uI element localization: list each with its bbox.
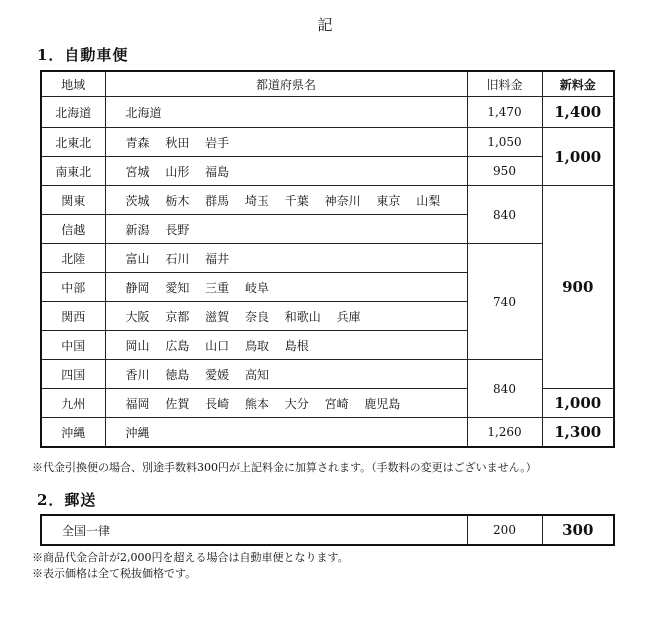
new-fee-cell: 1,300 — [542, 418, 614, 448]
table-row — [41, 128, 614, 157]
cod-fee-note: ※代金引換便の場合、別途手数料300円が上記料金に加算されます。（手数料の変更はございません。） — [32, 461, 537, 474]
region-cell: 北陸 — [41, 244, 105, 273]
new-fee-cell: 1,400 — [542, 97, 614, 128]
prefectures-cell: 富山 石川 福井 — [105, 244, 467, 273]
prefectures-cell: 岡山 広島 山口 鳥取 島根 — [105, 331, 467, 360]
mail-label-cell: 全国一律 — [41, 515, 467, 545]
table-row — [41, 157, 614, 186]
region-cell: 信越 — [41, 215, 105, 244]
old-fee-cell: 840 — [467, 360, 542, 418]
new-fee-cell: 1,000 — [542, 128, 614, 186]
region-cell: 関西 — [41, 302, 105, 331]
prefectures-cell: 北海道 — [105, 97, 467, 128]
prefectures-cell: 香川 徳島 愛媛 高知 — [105, 360, 467, 389]
section-title-car-delivery: 1．自動車便 — [37, 46, 129, 64]
region-cell: 中部 — [41, 273, 105, 302]
header-prefectures: 都道府県名 — [105, 71, 467, 97]
new-fee-cell: 1,000 — [542, 389, 614, 418]
prefectures-cell: 新潟 長野 — [105, 215, 467, 244]
old-fee-cell: 840 — [467, 186, 542, 244]
prefectures-cell: 静岡 愛知 三重 岐阜 — [105, 273, 467, 302]
header-new-fee: 新料金 — [542, 71, 614, 97]
old-fee-cell: 1,050 — [467, 128, 542, 157]
header-old-fee: 旧料金 — [467, 71, 542, 97]
auto-delivery-note: ※商品代金合計が2,000円を超える場合は自動車便となります。 — [32, 551, 349, 564]
car-delivery-fee-table — [40, 70, 615, 448]
prefectures-cell: 茨城 栃木 群馬 埼玉 千葉 神奈川 東京 山梨 — [105, 186, 467, 215]
prefectures-cell: 宮城 山形 福島 — [105, 157, 467, 186]
header-region: 地域 — [41, 71, 105, 97]
prefectures-cell: 青森 秋田 岩手 — [105, 128, 467, 157]
prefectures-cell: 沖縄 — [105, 418, 467, 448]
tax-note: ※表示価格は全て税抜価格です。 — [32, 567, 197, 580]
document-title: 記 — [317, 16, 333, 34]
old-fee-cell: 740 — [467, 244, 542, 360]
new-fee-cell: 900 — [542, 186, 614, 389]
old-fee-cell: 1,260 — [467, 418, 542, 448]
old-fee-cell: 1,470 — [467, 97, 542, 128]
table-row — [41, 418, 614, 448]
mail-new-fee-cell: 300 — [542, 515, 614, 545]
table-row — [41, 97, 614, 128]
table-row — [41, 244, 614, 273]
region-cell: 関東 — [41, 186, 105, 215]
table-row — [41, 360, 614, 389]
region-cell: 中国 — [41, 331, 105, 360]
region-cell: 沖縄 — [41, 418, 105, 448]
mail-fee-table — [40, 514, 615, 546]
region-cell: 南東北 — [41, 157, 105, 186]
table-row — [41, 186, 614, 215]
prefectures-cell: 福岡 佐賀 長崎 熊本 大分 宮崎 鹿児島 — [105, 389, 467, 418]
prefectures-cell: 大阪 京都 滋賀 奈良 和歌山 兵庫 — [105, 302, 467, 331]
section-title-mail: 2．郵送 — [37, 491, 97, 509]
mail-old-fee-cell: 200 — [467, 515, 542, 545]
table-header-row — [41, 71, 614, 97]
old-fee-cell: 950 — [467, 157, 542, 186]
region-cell: 北東北 — [41, 128, 105, 157]
region-cell: 九州 — [41, 389, 105, 418]
region-cell: 四国 — [41, 360, 105, 389]
table-row — [41, 515, 614, 545]
region-cell: 北海道 — [41, 97, 105, 128]
